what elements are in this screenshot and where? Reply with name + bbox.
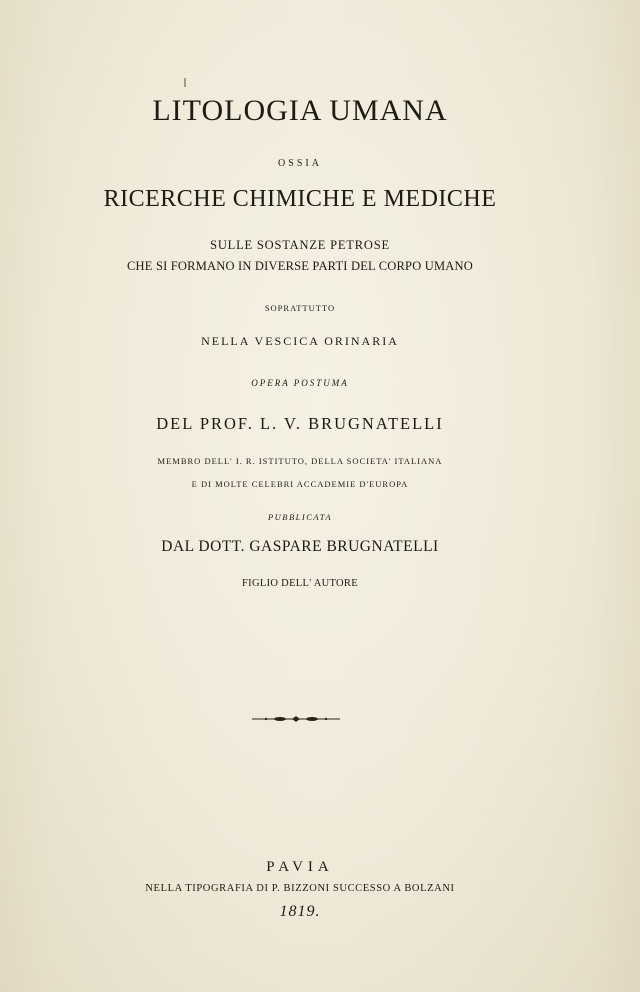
editor-role: FIGLIO DELL' AUTORE [242,578,358,589]
ornamental-rule [250,712,342,726]
subject-line-1: SULLE SOSTANZE PETROSE [210,238,390,252]
imprint-place: PAVIA [266,859,334,875]
book-subtitle: RICERCHE CHIMICHE E MEDICHE [103,186,497,212]
book-title: LITOLOGIA UMANA [152,94,448,127]
imprint-year: 1819. [279,903,321,920]
imprint-printer: NELLA TIPOGRAFIA DI P. BIZZONI SUCCESSO A BOLZANI [145,883,455,894]
work-type: OPERA POSTUMA [251,378,349,388]
author-role-line-1: MEMBRO DELL' I. R. ISTITUTO, DELLA SOCIETA' ITALIANA [157,456,443,466]
organ-line: NELLA VESCICA ORINARIA [201,334,399,348]
title-connector: OSSIA [278,158,322,169]
editor-name: DAL DOTT. GASPARE BRUGNATELLI [161,538,439,555]
especially-label: SOPRATTUTTO [264,303,336,313]
author-name: DEL PROF. L. V. BRUGNATELLI [156,414,444,433]
subject-line-2: CHE SI FORMANO IN DIVERSE PARTI DEL CORPO UMANO [127,259,473,273]
published-label: PUBBLICATA [267,512,333,522]
author-role-line-2: E DI MOLTE CELEBRI ACCADEMIE D'EUROPA [191,479,409,489]
ink-mark [184,78,186,87]
